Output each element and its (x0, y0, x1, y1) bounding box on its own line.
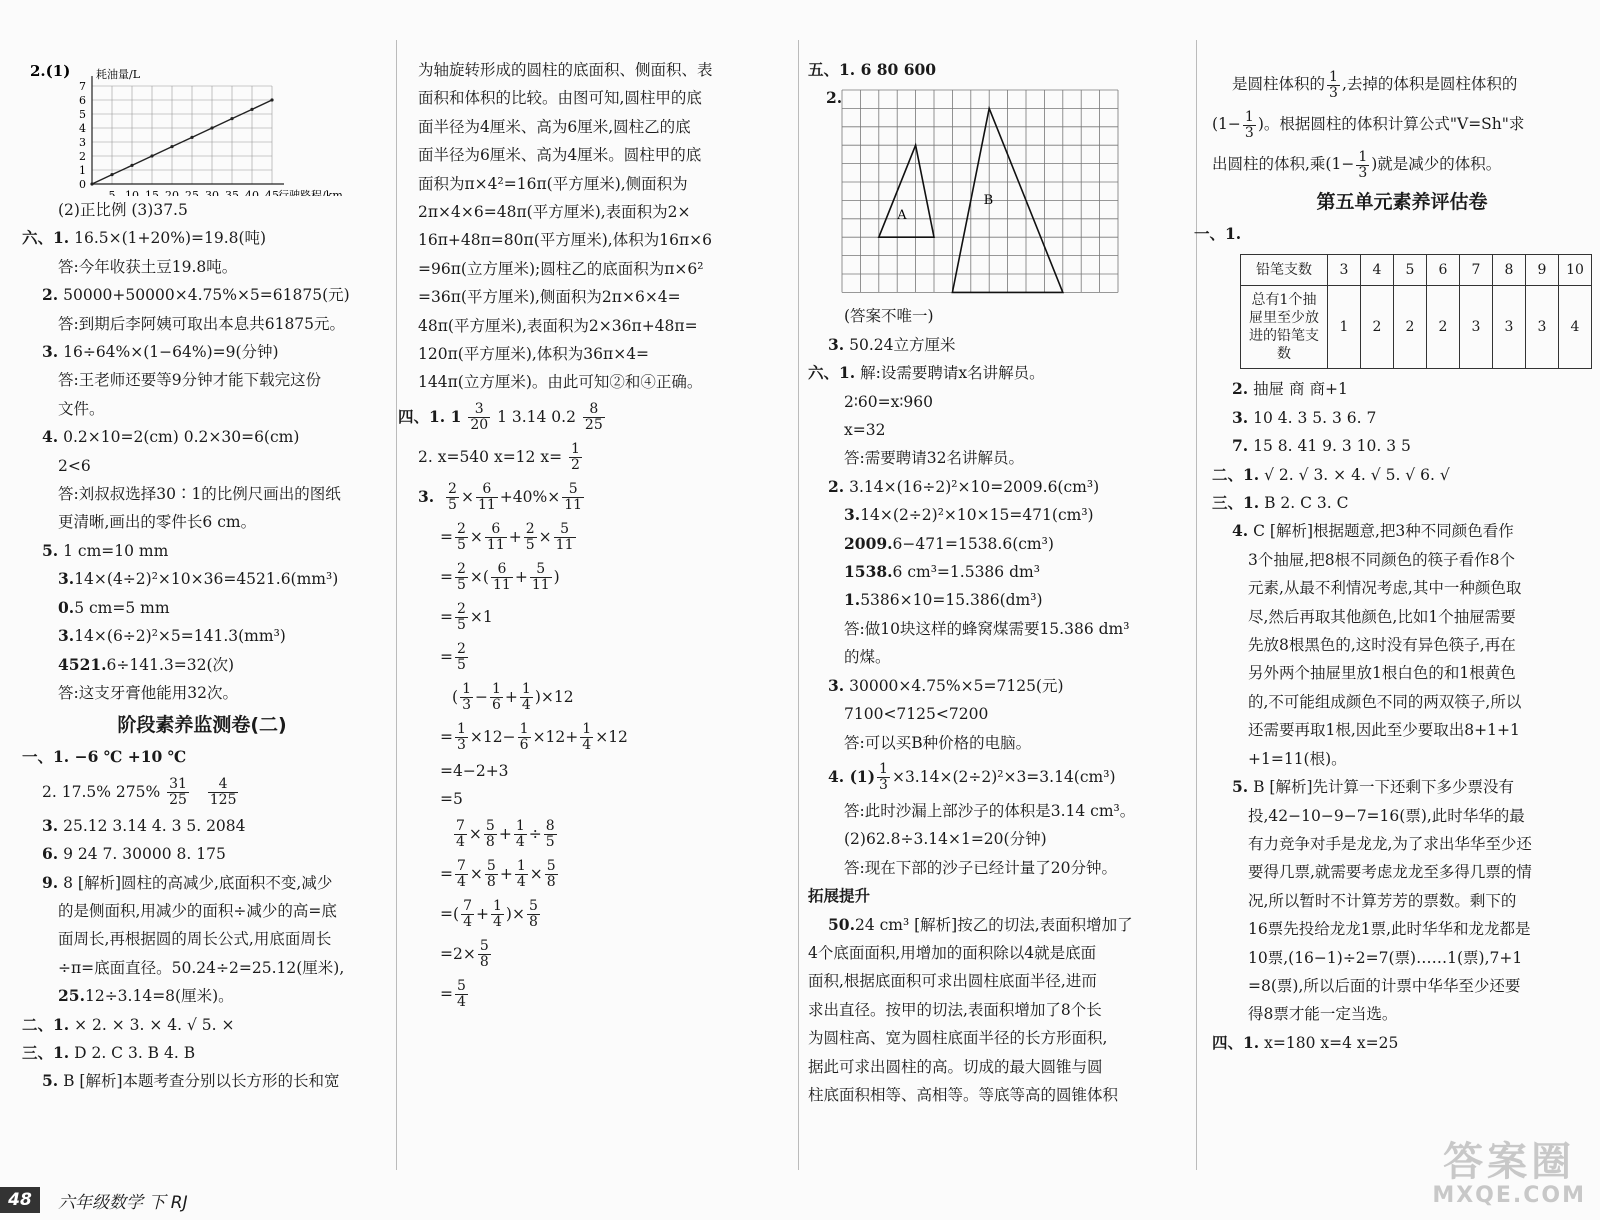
answer-line: 更清晰,画出的零件长6 cm。 (58, 513, 257, 532)
table-cell: 8 (1493, 255, 1526, 286)
answer-line: 3.14×(4÷2)²×10×36=4521.6(mm³) (58, 569, 339, 589)
answer-line: 面积为π×4²=16π(平方厘米),侧面积为 (418, 174, 688, 193)
answer-line: 5. B [解析]本题考查分别以长方形的长和宽 (42, 1071, 340, 1091)
calc-step: = $\frac{2}{5}$ ×( $\frac{6}{11}$ + $\frac{5}{11}$ ) (440, 561, 560, 594)
answer-line: 为圆柱高、宽为圆柱底面半径的长方形面积, (808, 1029, 1108, 1048)
answer-line: 16π+48π=80π(平方厘米),体积为16π×6 (418, 231, 712, 250)
answer-line: 的,不可能组成颜色不同的两双筷子,所以 (1248, 692, 1522, 711)
y-axis-label: 耗油量/L (96, 68, 141, 81)
answer-line: 投,42−10−9−7=16(票),此时华华的最 (1248, 806, 1525, 825)
answer-line: 2. 3.14×(16÷2)²×10=2009.6(cm³) (828, 476, 1100, 496)
column-4 (1194, 64, 1592, 1057)
answer-line: 3. 50.24立方厘米 (828, 334, 956, 354)
x-tick-label: 30 (205, 189, 219, 196)
table-cell: 9 (1526, 255, 1559, 286)
answer-line: 25.12÷3.14=8(厘米)。 (58, 986, 234, 1006)
answer-line: 二、1. √ 2. √ 3. × 4. √ 5. √ 6. √ (1212, 464, 1450, 484)
column-divider (396, 40, 397, 1170)
answer-line: 答:此时沙漏上部沙子的体积是3.14 cm³。 (844, 801, 1136, 820)
x-tick-label: 35 (225, 189, 239, 196)
calc-step: ( $\frac{1}{3}$ − $\frac{1}{6}$ + $\frac{1}{4}$ )×12 (452, 681, 574, 714)
answer-line: 三、1. D 2. C 3. B 4. B (22, 1042, 196, 1062)
answer-line: 16票先投给龙龙1票,此时华华和龙龙都是 (1248, 920, 1531, 939)
answer-line: 2. 17.5% 275% $\frac{31}{25}$ $\frac{4}{125}$ (42, 776, 237, 809)
calc-step: = $\frac{2}{5}$ × $\frac{6}{11}$ + $\frac{2}{5}$ × $\frac{5}{11}$ (440, 521, 574, 554)
pencil-table (1240, 254, 1592, 369)
answer-line: +1=11(根)。 (1248, 749, 1347, 768)
calc-step: =4−2+3 (440, 761, 509, 780)
answer-line: 六、1. 16.5×(1+20%)=19.8(吨) (22, 228, 267, 248)
answer-line: 48π(平方厘米),表面积为2×36π+48π= (418, 316, 698, 335)
calc-step: = $\frac{1}{3}$ ×12− $\frac{1}{6}$ ×12+ $\frac{1}{4}$ ×12 (440, 721, 628, 754)
page-number: 48 (0, 1187, 40, 1213)
table-cell: 2 (1427, 286, 1460, 369)
fraction: $\frac{31}{25}$ (169, 776, 187, 809)
answer-line: 是圆柱体积的 $\frac{1}{3}$ ,去掉的体积是圆柱体积的 (1232, 68, 1518, 101)
calc-step: =( $\frac{7}{4}$ + $\frac{1}{4}$ )× $\frac{5}{8}$ (440, 898, 538, 931)
answer-line: 120π(平方厘米),体积为36π×4= (418, 345, 650, 364)
answer-line: ÷π=底面直径。50.24÷2=25.12(厘米), (58, 958, 345, 977)
section-title: 拓展提升 (808, 887, 871, 906)
answer-line: 据此可求出圆柱的高。切成的最大圆锥与圆 (808, 1057, 1103, 1076)
y-tick-label: 6 (79, 94, 86, 107)
answer-line: 一、1. −6 ℃ +10 ℃ (22, 747, 187, 767)
table-cell: 3 (1526, 286, 1559, 369)
answer-line: 四、1. 1 $\frac{3}{20}$ 1 3.14 0.2 $\frac{8}{25}$ (398, 401, 603, 434)
answer-line: 一、1. (1194, 224, 1242, 243)
answer-line: 出圆柱的体积,乘(1− $\frac{1}{3}$ )就是减少的体积。 (1212, 148, 1502, 181)
answer-line: 面半径为6厘米、高为4厘米。圆柱甲的底 (418, 146, 702, 165)
y-tick-label: 3 (79, 136, 86, 149)
answer-line: (2)62.8÷3.14×1=20(分钟) (844, 830, 1047, 849)
answer-line: 文件。 (58, 399, 105, 418)
answer-line: 答:这支牙膏他能用32次。 (58, 683, 238, 702)
x-tick-label: 10 (125, 189, 139, 196)
column-1 (22, 56, 382, 1096)
answer-line: 答:刘叔叔选择30∶1的比例尺画出的图纸 (58, 485, 341, 504)
column-divider (798, 40, 799, 1170)
answer-line: 面半径为4厘米、高为6厘米,圆柱乙的底 (418, 117, 691, 136)
answer-line: 10票,(16−1)÷2=7(票)……1(票),7+1 (1248, 948, 1523, 967)
answer-line: 4. (1) $\frac{1}{3}$ ×3.14×(2÷2)²×3=3.14(cm³) (828, 761, 1116, 794)
x-tick-label: 25 (185, 189, 199, 196)
answer-line: 3. 16÷64%×(1−64%)=9(分钟) (42, 342, 279, 362)
calc-step: $\frac{7}{4}$ × $\frac{5}{8}$ + $\frac{1}{4}$ ÷ $\frac{8}{5}$ (456, 818, 555, 851)
answer-line: 答:现在下部的沙子已经计量了20分钟。 (844, 858, 1117, 877)
x-axis-label: 行驶路程/km (278, 189, 343, 196)
calc-step: = $\frac{2}{5}$ ×1 (440, 601, 493, 634)
calc-step: = $\frac{5}{4}$ (440, 978, 466, 1011)
answer-line: 二、1. × 2. × 3. × 4. √ 5. × (22, 1014, 235, 1034)
answer-line: 有力竞争对手是龙龙,为了求出华华至少还 (1248, 834, 1532, 853)
data-point (90, 182, 93, 185)
table-cell: 4 (1559, 286, 1592, 369)
answer-line: 4. 0.2×10=2(cm) 0.2×30=6(cm) (42, 427, 300, 447)
answer-line: 2. x=540 x=12 x= $\frac{1}{2}$ (418, 441, 580, 474)
answer-line: 答:可以买B种价格的电脑。 (844, 733, 1032, 752)
page-label: 六年级数学 下 RJ (58, 1193, 188, 1213)
answer-line: 3. 10 4. 3 5. 3 6. 7 (1232, 407, 1377, 427)
answer-line: 3.14×(6÷2)²×5=141.3(mm³) (58, 626, 286, 646)
y-tick-label: 2 (79, 150, 86, 163)
answer-line: 2<6 (58, 456, 91, 475)
answer-line: 2. 50000+50000×4.75%×5=61875(元) (42, 285, 350, 305)
data-point (250, 108, 253, 111)
answer-line: 面积,根据底面积可求出圆柱底面半径,进而 (808, 972, 1097, 991)
fraction: $\frac{4}{125}$ (209, 776, 237, 809)
answer-line: 要得几票,就需要考虑龙龙至多得几票的情 (1248, 863, 1532, 882)
table-cell: 4 (1361, 255, 1394, 286)
answer-line: 144π(立方厘米)。由此可知②和④正确。 (418, 373, 703, 392)
fuel-chart-svg (22, 56, 382, 196)
answer-line: 9. 8 [解析]圆柱的高减少,底面积不变,减少 (42, 872, 333, 892)
calc-step: = $\frac{2}{5}$ (440, 641, 466, 674)
fuel-chart (22, 56, 382, 196)
answer-line: 4. C [解析]根据题意,把3种不同颜色看作 (1232, 521, 1514, 541)
answer-line: 2. 抽屉 商 商+1 (1232, 379, 1348, 399)
y-tick-label: 7 (79, 80, 86, 93)
answer-line: 1538.6 cm³=1.5386 dm³ (844, 562, 1040, 582)
answer-line: 3. 25.12 3.14 4. 3 5. 2084 (42, 815, 246, 835)
x-tick-label: 15 (145, 189, 159, 196)
table-cell: 3 (1328, 255, 1361, 286)
data-point (230, 117, 233, 120)
answer-line: 3.14×(2÷2)²×10×15=471(cm³) (844, 505, 1094, 525)
answer-line: 六、1. 解:设需要聘请x名讲解员。 (808, 363, 1045, 383)
x-tick-label: 5 (108, 189, 116, 196)
answer-line: 还需要再取1根,因此至少要取出8+1+1 (1248, 721, 1520, 740)
triangle-label: A (897, 208, 907, 224)
answer-line: 50.24 cm³ [解析]按乙的切法,表面积增加了 (828, 914, 1133, 934)
answer-line: 7. 15 8. 41 9. 3 10. 3 5 (1232, 436, 1411, 456)
table-cell: 3 (1493, 286, 1526, 369)
answer-line: 6. 9 24 7. 30000 8. 175 (42, 844, 226, 864)
answer-line: (答案不唯一) (844, 307, 934, 326)
data-point (270, 98, 273, 101)
table-cell: 2 (1394, 286, 1427, 369)
answer-line: 答:到期后李阿姨可取出本息共61875元。 (58, 314, 346, 333)
y-tick-label: 1 (79, 164, 86, 177)
data-point (150, 154, 153, 157)
answer-line: 5. 1 cm=10 mm (42, 540, 169, 560)
answer-line: 2009.6−471=1538.6(cm³) (844, 533, 1054, 553)
table-header: 铅笔支数 (1241, 255, 1328, 286)
answer-line: 答:需要聘请32名讲解员。 (844, 449, 1024, 468)
answer-line: 面周长,再根据圆的周长公式,用底面周长 (58, 930, 332, 949)
calc-step: = $\frac{7}{4}$ × $\frac{5}{8}$ + $\frac{1}{4}$ × $\frac{5}{8}$ (440, 858, 556, 891)
table-cell: 2 (1361, 286, 1394, 369)
calc-step: =2× $\frac{5}{8}$ (440, 938, 489, 971)
table-cell: 6 (1427, 255, 1460, 286)
answer-line: =36π(平方厘米),侧面积为2π×6×4= (418, 288, 681, 307)
triangle-label: B (983, 193, 994, 209)
answer-line: 得8票才能一定当选。 (1248, 1005, 1398, 1024)
answer-line: 三、1. B 2. C 3. C (1212, 493, 1349, 513)
answer-line: 7100<7125<7200 (844, 705, 989, 724)
table-cell: 5 (1394, 255, 1427, 286)
section-title: 第五单元素养评估卷 (1316, 191, 1488, 213)
triangle-grid-svg (808, 84, 1180, 298)
column-divider (1196, 40, 1197, 1170)
answer-line: 柱底面积相等、高相等。等底等高的圆锥体积 (808, 1085, 1119, 1104)
answer-line: 元素,从最不利情况考虑,其中一种颜色取 (1248, 579, 1522, 598)
answer-line: 5. B [解析]先计算一下还剩下多少票没有 (1232, 777, 1515, 797)
answer-line: 先放8根黑色的,这时没有异色筷子,再在 (1248, 636, 1516, 655)
answer-line: 1.5386×10=15.386(dm³) (844, 590, 1043, 610)
answer-line: 0.5 cm=5 mm (58, 597, 170, 617)
answer-line: 3. 30000×4.75%×5=7125(元) (828, 675, 1064, 695)
watermark-logo: 答案圈 MXQE.COM (1432, 1139, 1586, 1208)
section-title: 阶段素养监测卷(二) (117, 714, 287, 737)
table-header: 总有1个抽屉里至少放进的铅笔支数 (1241, 286, 1328, 369)
triangle-grid-figure (808, 84, 1180, 302)
table-cell: 10 (1559, 255, 1592, 286)
data-point (190, 136, 193, 139)
answer-line: 2π×4×6=48π(平方厘米),表面积为2× (418, 203, 691, 222)
answer-line: =8(票),所以后面的计票中华华至少还要 (1248, 976, 1521, 995)
answer-line: 答:今年收获土豆19.8吨。 (58, 257, 238, 276)
answer-line: 2∶60=x∶960 (844, 392, 933, 411)
answer-line: 五、1. 6 80 600 (808, 60, 937, 79)
y-tick-label: 5 (79, 108, 86, 121)
question-number: 2. (826, 88, 843, 108)
answer-line: 答:做10块这样的蜂窝煤需要15.386 dm³ (844, 619, 1130, 638)
answer-line: (2)正比例 (3)37.5 (58, 201, 188, 219)
x-tick-label: 20 (165, 189, 179, 196)
answer-line: =96π(立方厘米);圆柱乙的底面积为π×6² (418, 259, 704, 278)
answer-line: 答:王老师还要等9分钟才能下载完这份 (58, 371, 322, 390)
answer-line: 4521.6÷141.3=32(次) (58, 654, 235, 674)
origin-label: 0 (79, 178, 86, 191)
data-point (210, 126, 213, 129)
answer-line: 尽,然后再取其他颜色,比如1个抽屉需要 (1248, 607, 1516, 626)
table-cell: 1 (1328, 286, 1361, 369)
answer-line: (1− $\frac{1}{3}$ )。根据圆柱的体积计算公式"V=Sh"求 (1212, 108, 1525, 141)
question-number: 2.(1) (30, 62, 71, 80)
answer-line: 四、1. x=180 x=4 x=25 (1212, 1032, 1399, 1052)
answer-line: 况,所以暂时不计算芳芳的票数。剩下的 (1248, 891, 1517, 910)
data-point (130, 164, 133, 167)
data-point (110, 173, 113, 176)
column-2 (398, 56, 790, 1014)
calc-step: 3. $\frac{2}{5}$ × $\frac{6}{11}$ +40%× $\frac{5}{11}$ (418, 481, 583, 514)
answer-line: 面积和体积的比较。由图可知,圆柱甲的底 (418, 89, 702, 108)
triangle-a (879, 146, 934, 238)
answer-line: 3个抽屉,把8根不同颜色的筷子看作8个 (1248, 550, 1516, 569)
answer-line: 4个底面面积,用增加的面积除以4就是底面 (808, 943, 1097, 962)
answer-line: 的煤。 (844, 648, 891, 667)
data-point (170, 145, 173, 148)
answer-line: x=32 (844, 421, 886, 440)
answer-line: 的是侧面积,用减少的面积÷减少的高=底 (58, 901, 337, 920)
x-tick-label: 45 (265, 189, 279, 196)
answer-line: 另外两个抽屉里放1根白色的和1根黄色 (1248, 664, 1516, 683)
table-cell: 3 (1460, 286, 1493, 369)
answer-line: 为轴旋转形成的圆柱的底面积、侧面积、表 (418, 61, 713, 79)
x-tick-label: 40 (245, 189, 259, 196)
table-cell: 7 (1460, 255, 1493, 286)
y-tick-label: 4 (79, 122, 86, 135)
column-3 (808, 56, 1180, 1109)
calc-step: =5 (440, 790, 463, 809)
answer-line: 求出直径。按甲的切法,表面积增加了8个长 (808, 1000, 1102, 1019)
